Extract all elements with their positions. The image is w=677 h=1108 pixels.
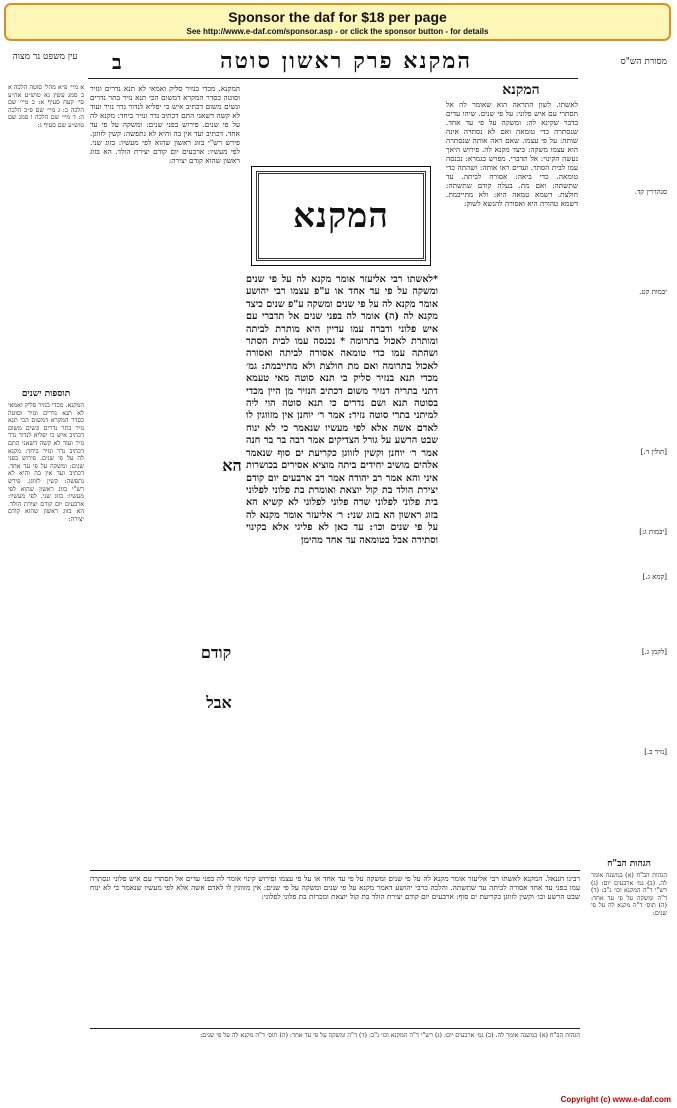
header-rule xyxy=(88,78,578,79)
talmud-page xyxy=(6,48,671,1093)
amud-number: ב xyxy=(112,50,122,74)
sponsor-banner[interactable] xyxy=(4,3,671,41)
masoret-ref-7: [נזיר ב.] xyxy=(644,748,667,756)
sponsor-title[interactable]: Sponsor the daf for $18 per page xyxy=(228,9,447,25)
masoret-ref-2: יבמות קט. xyxy=(639,288,667,296)
copyright-notice[interactable]: Copyright (c) www.e-daf.com xyxy=(560,1095,671,1104)
masoret-ref-5: [קמא ג.] xyxy=(642,573,667,581)
masoret-ref-3: [תולין ד.] xyxy=(640,448,667,456)
dibur-hamatchil-1: הא xyxy=(222,456,242,475)
chapter-title-box xyxy=(251,166,431,266)
rashi-heading-word: המקנא xyxy=(502,82,540,98)
haghot-habach-heading: הגהות הב"ח xyxy=(607,859,651,869)
ein-mishpat-notes: א מיי׳ פ״א מהל׳ סוטה הלכה א ב סמג עשין נא טוש״ע אה״ע סי׳ קעח סעיף א: ב מיי׳ שם הלכה ב: ג מיי׳ שם פ״ב הלכה ה: ד מיי׳ שם הלכה ו סמג שם טוש״ע שם סעיף ג: xyxy=(8,84,84,129)
dibur-hamatchil-3: אבל xyxy=(206,693,232,712)
page-header-title: המקנא פרק ראשון סוטה xyxy=(219,48,473,74)
bottom-rule xyxy=(90,870,580,871)
sponsor-subtitle[interactable]: See http://www.e-daf.com/sponsor.asp - or click the sponsor button - for details xyxy=(186,27,489,36)
masoret-ref-1: סנהדרין קד. xyxy=(634,188,667,196)
masoret-ref-4: [יבמות ג:] xyxy=(639,528,667,536)
masoret-ref-6: [לקמן ג.] xyxy=(641,648,667,656)
rashi-column: לאשתו. לשון התראה הוא שאומר לה אל תסתרי עם איש פלוני: על פי שנים. שיהו עדים בדבר שקינא לה: ומשקה על פי עד אחד. שנסתרה כדי טומאה ואם לא נסתרה אינה שותה: על פי עצמו. שאם ראה אותה שנסתרה הוא עצמו משקה: כיצד מקנא לה. פירוש היאך נעשה הקינוי: אל תדברי. מפרש בגמרא: נכנסה עמו לבית הסתר. ועדים ראו אותה: ושהתה כדי טומאה. כדי ביאה: אסורה לביתה. עד שתשתה: ואם מת. בעלה קודם שתשתה: חולצת. דשמא טמאה היא: ולא מתייבמת. דשמא טהורה היא ואסורה להנשא לשוק: xyxy=(446,100,578,208)
chapter-title-word: המקנא xyxy=(293,196,389,236)
haghot-habach-text: הגהות הב"ח (א) במשנה אומר לה. (ב) גמ׳ ארבעים יום: (ג) רש"י ד"ה המקנא וכו׳ נ"ב: (ד) ד"ה ומשקה על פי עד אחד: (ה) תוס׳ ד"ה מקנא לה על פי שנים: xyxy=(591,872,667,917)
gemara-text: *לאשתו רבי אליעזר אומר מקנא לה על פי שנים ומשקה על פי עד אחד או ע"פ עצמו רבי יהושע אומר מקנא לה על פי שנים ומשקה ע"פ שנים כיצד מקנא לה (ה) אומר לה בפני שנים אל תדברי עם איש פלוני ודברה עמו עדיין היא מותרת לביתה ומותרת לאכול בתרומה * נכנסה עמו לבית הסתר ושהתה עמו כדי טומאה אסורה לביתה ואסורה לאכול בתרומה ואם מת חולצת ולא מתייבמת: גמ׳ מכדי תנא בנזיר סליק כי תנא סוטה מאי טעמא דתני בתריה דנזיר משום דכתיב הנזיר מן היין מכדי בסוטה תנא ושם נדרים כי תנא סוטה הוי ליה למיתני בתרי סוטה נזיר: אמר ר׳ יוחנן אין מזווגין לו לאדם אשה אלא לפי מעשיו שנאמר כי לא ינוח שבט הרשע על גורל הצדיקים אמר רבה בר בר חנה אמר ר׳ יוחנן וקשין לזווגן כקריעת ים סוף שנאמר אלהים מושיב יחידים ביתה מוציא אסירים בכושרות איני והא אמר רב יהודה אמר רב ארבעים יום קודם יצירת הולד בת קול יוצאת ואומרת בת פלוני לפלוני בית פלוני לפלוני שדה פלוני לפלוני לא קשיא הא בזוג ראשון הא בזוג שני: ר׳ אליעזר אומר מקנא לה על פי שנים וכו׳: עד כאן לא פליגי אלא בקינוי וסתירה אבל בטומאה עד אחד מהימן xyxy=(246,274,438,546)
ein-mishpat-label: עין משפט נר מצוה xyxy=(12,52,78,62)
dibur-hamatchil-2: קודם xyxy=(200,643,232,662)
footnote-text: הגהות הב"ח (א) במשנה אומר לה. (ב) גמ׳ ארבעים יום: (ג) רש"י ד"ה המקנא וכו׳ נ"ב: (ד) ד"ה ומשקה על פי עד אחד: (ה) תוס׳ ד"ה מקנא לה על פי שנים: xyxy=(200,1032,580,1039)
tosafot-column: המקנא. מכדי בנזיר סליק ואמאי לא תנא נדרים ונזיר וסוטה כסדר המקרא דמשום הכי תנא נזיר בתר נדרים ונשים משום דכתיב איש כי יפליא לנדור נדר נזיר ועוד לא קשה דשאני התם דכתיב נדר ונזיר ביחד: מקנא לה על פי שנים. פירוש בפני שנים: ומשקה על פי עד אחד. דכתיב ועד אין בה והיא לא נתפשה: קשין לזווגן. פירש רש"י בזוג ראשון שהוא לפי מעשיו: בזוג שני. לפי מעשיו: ארבעים יום קודם יצירת הולד. הא בזוג ראשון שהוא קודם יצירה: xyxy=(90,84,240,165)
bottom-commentary-text: רבינו חננאל. המקנא לאשתו רבי אליעזר אומר מקנא לה על פי שנים ומשקה על פי עד אחד או על פי עצמו ופירוש קינוי אומר לה בפני עדים אל תסתרי עם איש פלוני ונסתרה עמו בפני עד אחד אסורה לביתה עד שתשתה. והלכה כרבי יהושע דאמר מקנא על פי שנים ומשקה על פי שנים: אין מזווגין לו לאדם אשה אלא לפי מעשיו שנאמר כי לא ינוח שבט הרשע וכו׳ וקשין לזווגן כקריעת ים סוף: ארבעים יום קודם יצירת הולד בת קול יוצאת ומכרזת בת פלוני לפלוני: xyxy=(90,874,580,901)
tosafot-yeshanim-text: המקנא. מכדי בנזיר סליק ואמאי לא תנא נדרים ונזיר וסוטה כסדר המקרא דמשום הכי תנא נזיר בתר נדרים ונשים משום דכתיב איש כי יפליא לנדור נדר נזיר ועוד לא קשה דשאני התם דכתיב נדר ונזיר ביחד: מקנא לה על פי שנים. פירוש בפני שנים: ומשקה על פי עד אחד. דכתיב ועד אין בה והיא לא נתפשה: קשין לזווגן. פירש רש"י בזוג ראשון שהוא לפי מעשיו: בזוג שני. לפי מעשיו: ארבעים יום קודם יצירת הולד. הא בזוג ראשון שהוא קודם יצירה: xyxy=(8,402,84,523)
masoret-hashas-label: מסורת הש"ס xyxy=(620,57,667,67)
tosafot-heading: תוספות ישנים xyxy=(21,389,71,399)
footnote-rule xyxy=(90,1028,580,1029)
